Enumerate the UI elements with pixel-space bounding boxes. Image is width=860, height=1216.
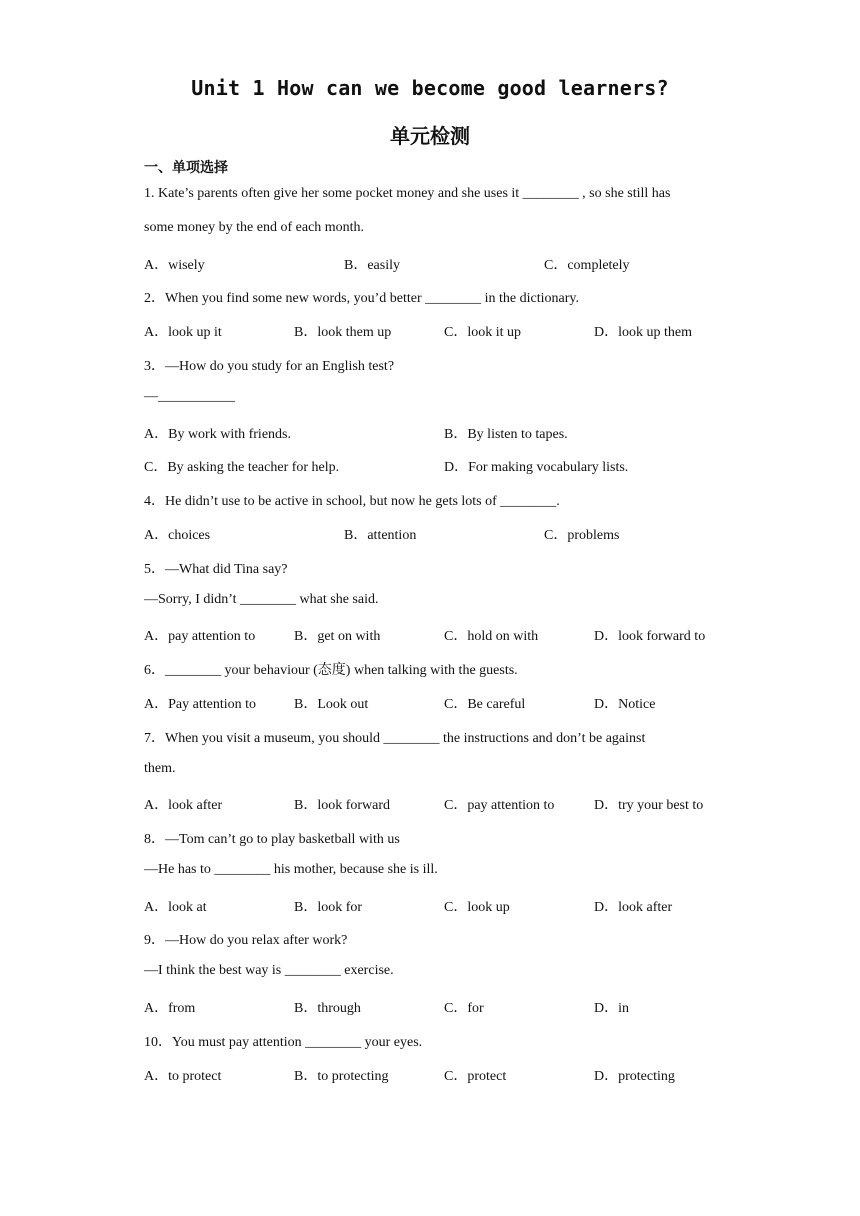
question-3-line-2: —___________ bbox=[144, 389, 235, 404]
question-4-option-a: A．choices bbox=[144, 528, 211, 543]
question-10-option-b: B．to protecting bbox=[294, 1069, 389, 1084]
question-2-option-a: A．look up it bbox=[144, 325, 222, 340]
question-8-option-a: A．look at bbox=[144, 900, 207, 915]
question-7-line-2: them. bbox=[144, 761, 176, 776]
question-3-option-c: C．By asking the teacher for help. bbox=[144, 460, 340, 475]
page-title: Unit 1 How can we become good learners? bbox=[191, 76, 669, 100]
question-5-option-c: C．hold on with bbox=[444, 629, 539, 644]
question-10-option-a: A．to protect bbox=[144, 1069, 222, 1084]
question-4-line-1: 4．He didn’t use to be active in school, but now he gets lots of ________. bbox=[144, 494, 560, 509]
question-6-option-a: A．Pay attention to bbox=[144, 697, 256, 712]
question-9-line-2: —I think the best way is ________ exercise. bbox=[144, 963, 394, 978]
question-10-option-d: D．protecting bbox=[594, 1069, 675, 1084]
page-subtitle: 单元检测 bbox=[390, 124, 470, 148]
question-7-option-c: C．pay attention to bbox=[444, 798, 555, 813]
question-5-option-d: D．look forward to bbox=[594, 629, 706, 644]
question-5-line-1: 5．—What did Tina say? bbox=[144, 562, 288, 577]
question-5-option-b: B．get on with bbox=[294, 629, 381, 644]
question-7-option-b: B．look forward bbox=[294, 798, 391, 813]
question-4-option-b: B．attention bbox=[344, 528, 417, 543]
question-6-option-d: D．Notice bbox=[594, 697, 656, 712]
question-2-option-b: B．look them up bbox=[294, 325, 392, 340]
question-9-option-b: B．through bbox=[294, 1001, 361, 1016]
question-5-line-2: —Sorry, I didn’t ________ what she said. bbox=[144, 592, 379, 607]
question-7-option-a: A．look after bbox=[144, 798, 223, 813]
question-9-option-a: A．from bbox=[144, 1001, 196, 1016]
question-9-option-c: C．for bbox=[444, 1001, 484, 1016]
question-2-option-d: D．look up them bbox=[594, 325, 692, 340]
question-3-option-a: A．By work with friends. bbox=[144, 427, 291, 442]
question-8-line-2: —He has to ________ his mother, because she is ill. bbox=[144, 862, 438, 877]
question-8-option-b: B．look for bbox=[294, 900, 363, 915]
question-10-option-c: C．protect bbox=[444, 1069, 507, 1084]
question-4-option-c: C．problems bbox=[544, 528, 620, 543]
question-3-line-1: 3．—How do you study for an English test? bbox=[144, 359, 395, 374]
question-7-line-1: 7．When you visit a museum, you should ________ the instructions and don’t be against bbox=[144, 731, 646, 746]
question-8-option-d: D．look after bbox=[594, 900, 673, 915]
question-1-option-a: A．wisely bbox=[144, 258, 205, 273]
question-9-line-1: 9．—How do you relax after work? bbox=[144, 933, 348, 948]
question-6-option-c: C．Be careful bbox=[444, 697, 526, 712]
question-1-line-2: some money by the end of each month. bbox=[144, 220, 365, 235]
question-2-option-c: C．look it up bbox=[444, 325, 522, 340]
question-7-option-d: D．try your best to bbox=[594, 798, 704, 813]
section-heading: 一、单项选择 bbox=[144, 160, 228, 176]
question-2-line-1: 2．When you find some new words, you’d better ________ in the dictionary. bbox=[144, 291, 579, 306]
question-9-option-d: D．in bbox=[594, 1001, 629, 1016]
question-10-line-1: 10．You must pay attention ________ your eyes. bbox=[144, 1035, 423, 1050]
question-8-line-1: 8．—Tom can’t go to play basketball with us bbox=[144, 832, 400, 847]
question-6-option-b: B．Look out bbox=[294, 697, 369, 712]
question-6-line-1: 6．________ your behaviour (态度) when talking with the guests. bbox=[144, 663, 518, 678]
question-8-option-c: C．look up bbox=[444, 900, 510, 915]
question-1-option-b: B．easily bbox=[344, 258, 400, 273]
question-1-line-1: 1. Kate’s parents often give her some pocket money and she uses it ________ , so she still has bbox=[144, 186, 671, 201]
question-3-option-b: B．By listen to tapes. bbox=[444, 427, 568, 442]
question-5-option-a: A．pay attention to bbox=[144, 629, 256, 644]
question-1-option-c: C．completely bbox=[544, 258, 630, 273]
question-3-option-d: D．For making vocabulary lists. bbox=[444, 460, 629, 475]
